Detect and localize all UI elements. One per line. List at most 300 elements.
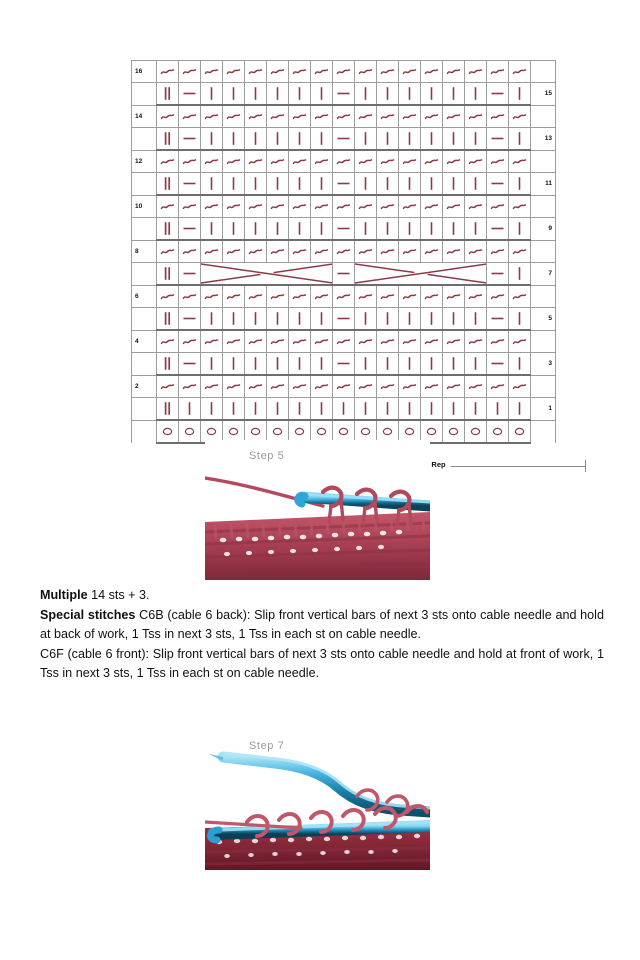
cell-symbol [355, 286, 376, 307]
cell-symbol [421, 353, 442, 374]
cell-return-pass [355, 375, 377, 398]
cell-edge-double-bar [157, 173, 179, 196]
cell-symbol [157, 196, 178, 217]
cell-tss-bar [465, 128, 487, 151]
cell-return-pass [377, 375, 399, 398]
cell-return-pass [289, 375, 311, 398]
row-number-right: 9 [531, 218, 556, 241]
cell-c6b [311, 263, 333, 286]
chart-row [132, 285, 556, 308]
row-number-right: 13 [531, 128, 556, 151]
cell-symbol [355, 196, 376, 217]
cell-symbol [509, 61, 530, 82]
cell-return-pass [333, 375, 355, 398]
cell-tss-bar [443, 173, 465, 196]
cell-tss-bar [311, 128, 333, 151]
cell-symbol [421, 331, 442, 352]
cell-return-pass [157, 375, 179, 398]
chart-row [132, 240, 556, 263]
cell-foundation-chain [509, 420, 531, 443]
cell-tss-bar [223, 308, 245, 331]
cell-return-pass [245, 150, 267, 173]
cell-symbol [465, 308, 486, 329]
cell-symbol [201, 173, 222, 194]
cell-return-pass [267, 195, 289, 218]
step-5-illustration [205, 440, 430, 580]
cell-symbol [377, 421, 398, 442]
cell-symbol [487, 286, 508, 307]
cable-segment [377, 263, 399, 284]
cable-segment [267, 263, 289, 284]
cell-return-pass [377, 61, 399, 83]
cell-symbol [223, 128, 244, 149]
cell-return-pass [509, 240, 531, 263]
cell-symbol [377, 353, 398, 374]
cell-symbol [311, 353, 332, 374]
cell-return-pass [421, 330, 443, 353]
cell-symbol [267, 218, 288, 239]
cell-symbol [465, 106, 486, 127]
cable-segment [311, 263, 333, 284]
cell-return-pass [311, 105, 333, 128]
cell-symbol [465, 398, 486, 419]
cell-return-pass [289, 330, 311, 353]
cell-return-pass [487, 285, 509, 308]
cell-tss-bar [377, 173, 399, 196]
cell-return-pass [443, 330, 465, 353]
cell-tss-bar [509, 173, 531, 196]
cell-symbol [223, 376, 244, 397]
cell-return-pass [333, 195, 355, 218]
cell-return-pass [487, 150, 509, 173]
cell-symbol [223, 151, 244, 172]
cell-symbol [509, 173, 530, 194]
cell-tss-bar [201, 83, 223, 106]
cell-symbol [355, 151, 376, 172]
cell-symbol [509, 83, 530, 104]
cell-symbol [487, 106, 508, 127]
cell-return-pass [421, 375, 443, 398]
cell-return-pass [465, 375, 487, 398]
cell-symbol [333, 61, 354, 82]
cell-symbol [179, 286, 200, 307]
cell-trs-dash [333, 83, 355, 106]
cell-return-pass [465, 61, 487, 83]
cell-symbol [509, 353, 530, 374]
cell-symbol [509, 308, 530, 329]
cell-symbol [223, 106, 244, 127]
cell-symbol [289, 331, 310, 352]
cell-symbol [487, 398, 508, 419]
cell-return-pass [399, 375, 421, 398]
cell-tss-bar [355, 353, 377, 376]
cell-symbol [201, 421, 222, 442]
cell-symbol [355, 61, 376, 82]
cell-symbol [355, 331, 376, 352]
cell-return-pass [267, 330, 289, 353]
cell-tss-bar [311, 83, 333, 106]
cell-tss-bar [223, 353, 245, 376]
cell-symbol [179, 376, 200, 397]
cell-foundation-chain [179, 420, 201, 443]
cell-symbol [399, 308, 420, 329]
cell-symbol [267, 421, 288, 442]
cell-symbol [223, 196, 244, 217]
cell-tss-bar [311, 308, 333, 331]
cell-tss-bar [443, 83, 465, 106]
cell-symbol [245, 128, 266, 149]
cell-symbol [333, 241, 354, 262]
cell-return-pass [487, 375, 509, 398]
cell-symbol [157, 353, 178, 374]
cell-return-pass [399, 105, 421, 128]
cell-return-pass [179, 105, 201, 128]
cell-return-pass [289, 61, 311, 83]
row-number-left-empty [132, 173, 157, 196]
row-number-right-empty [531, 420, 556, 443]
cell-symbol [289, 196, 310, 217]
cell-return-pass [267, 61, 289, 83]
cell-return-pass [509, 375, 531, 398]
cell-return-pass [245, 61, 267, 83]
cell-symbol [245, 218, 266, 239]
chart-grid [131, 60, 556, 444]
cell-return-pass [157, 105, 179, 128]
cell-symbol [289, 308, 310, 329]
cell-symbol [421, 173, 442, 194]
cell-symbol [465, 151, 486, 172]
cell-symbol [311, 376, 332, 397]
cell-tss-bar [377, 218, 399, 241]
cell-symbol [179, 83, 200, 104]
cell-symbol [157, 398, 178, 419]
cell-symbol [201, 218, 222, 239]
cell-symbol [399, 421, 420, 442]
cell-symbol [377, 83, 398, 104]
cell-symbol [443, 398, 464, 419]
cell-tss-bar [201, 398, 223, 421]
cell-symbol [311, 173, 332, 194]
cell-symbol [289, 128, 310, 149]
cell-return-pass [223, 375, 245, 398]
cell-symbol [399, 173, 420, 194]
cell-return-pass [443, 105, 465, 128]
cell-symbol [443, 196, 464, 217]
cell-symbol [179, 61, 200, 82]
cell-trs-dash [333, 308, 355, 331]
cell-tss-bar [465, 353, 487, 376]
cell-return-pass [465, 285, 487, 308]
cell-symbol [223, 83, 244, 104]
cell-symbol [311, 106, 332, 127]
cell-return-pass [179, 240, 201, 263]
cell-symbol [201, 331, 222, 352]
cable-segment [289, 263, 311, 284]
cell-trs-dash [179, 83, 201, 106]
cell-edge-double-bar [157, 398, 179, 421]
cell-symbol [311, 421, 332, 442]
cell-return-pass [333, 105, 355, 128]
cell-tss-bar [377, 128, 399, 151]
cell-symbol [311, 241, 332, 262]
cell-symbol [157, 421, 178, 442]
tunisian-crochet-step-5-photo [205, 440, 430, 580]
row-number-left-empty [132, 398, 157, 421]
cell-symbol [399, 286, 420, 307]
row-number-right-empty [531, 375, 556, 398]
cell-symbol [465, 353, 486, 374]
cell-return-pass [267, 240, 289, 263]
cell-symbol [443, 353, 464, 374]
cell-tss-bar [509, 353, 531, 376]
cell-symbol [487, 61, 508, 82]
cell-symbol [267, 196, 288, 217]
cell-return-pass [399, 195, 421, 218]
cell-tss-bar [509, 128, 531, 151]
cell-return-pass [179, 330, 201, 353]
cell-symbol [311, 308, 332, 329]
cell-return-pass [421, 105, 443, 128]
cell-symbol [179, 353, 200, 374]
cell-tss-bar [509, 263, 531, 286]
cell-return-pass [377, 330, 399, 353]
cell-symbol [377, 376, 398, 397]
cell-return-pass [311, 61, 333, 83]
instructions-block [40, 586, 604, 684]
cell-return-pass [267, 285, 289, 308]
cell-return-pass [355, 240, 377, 263]
cell-symbol [487, 83, 508, 104]
cell-tss-bar [267, 218, 289, 241]
cell-return-pass [377, 285, 399, 308]
cell-return-pass [267, 150, 289, 173]
cell-tss-bar [267, 398, 289, 421]
cell-symbol [201, 398, 222, 419]
row-number-right: 1 [531, 398, 556, 421]
cell-symbol [487, 421, 508, 442]
cell-symbol [245, 331, 266, 352]
cell-symbol [487, 376, 508, 397]
repeat-bracket-right-tick [585, 460, 586, 472]
cable-segment [399, 263, 421, 284]
cell-return-pass [443, 285, 465, 308]
cell-symbol [487, 263, 508, 284]
cell-symbol [267, 398, 288, 419]
cell-return-pass [201, 330, 223, 353]
cell-symbol [223, 173, 244, 194]
cable-segment [201, 263, 223, 284]
cell-symbol [157, 173, 178, 194]
cell-tss-bar [289, 218, 311, 241]
cell-return-pass [289, 240, 311, 263]
cell-symbol [377, 106, 398, 127]
cell-tss-bar [267, 353, 289, 376]
cell-symbol [179, 106, 200, 127]
cell-symbol [311, 196, 332, 217]
multiple-label: Multiple [40, 588, 88, 602]
cell-return-pass [201, 105, 223, 128]
cell-symbol [509, 151, 530, 172]
cell-return-pass [333, 285, 355, 308]
cell-trs-dash [487, 218, 509, 241]
cell-symbol [201, 241, 222, 262]
cell-return-pass [311, 195, 333, 218]
cell-symbol [333, 376, 354, 397]
cell-symbol [333, 308, 354, 329]
cell-return-pass [465, 330, 487, 353]
cell-return-pass [201, 61, 223, 83]
cell-symbol [157, 83, 178, 104]
cell-symbol [289, 353, 310, 374]
cell-tss-bar [399, 398, 421, 421]
cell-symbol [179, 398, 200, 419]
cell-symbol [465, 286, 486, 307]
row-number-left-empty [132, 218, 157, 241]
row-number-left: 8 [132, 240, 157, 263]
cell-return-pass [201, 285, 223, 308]
cell-tss-bar [267, 308, 289, 331]
cell-tss-bar [399, 218, 421, 241]
cell-symbol [421, 106, 442, 127]
cell-symbol [443, 376, 464, 397]
cell-c6f [377, 263, 399, 286]
chart-row [132, 61, 556, 83]
cell-symbol [443, 151, 464, 172]
cell-symbol [399, 151, 420, 172]
cell-symbol [465, 128, 486, 149]
cable-segment [465, 263, 487, 284]
cell-tss-bar [399, 83, 421, 106]
cell-symbol [157, 61, 178, 82]
cell-c6b [267, 263, 289, 286]
cell-symbol [421, 83, 442, 104]
cell-symbol [443, 331, 464, 352]
row-number-left-empty [132, 308, 157, 331]
cell-return-pass [509, 285, 531, 308]
row-number-right: 15 [531, 83, 556, 106]
cell-symbol [289, 173, 310, 194]
cell-symbol [465, 218, 486, 239]
cell-foundation-chain [157, 420, 179, 443]
cell-symbol [333, 151, 354, 172]
cell-tss-bar [245, 308, 267, 331]
cell-symbol [377, 331, 398, 352]
cell-symbol [223, 218, 244, 239]
row-number-right: 11 [531, 173, 556, 196]
cell-symbol [355, 83, 376, 104]
cell-tss-bar [223, 398, 245, 421]
chart-row [132, 263, 556, 286]
cell-symbol [509, 128, 530, 149]
cell-symbol [333, 106, 354, 127]
cell-symbol [311, 331, 332, 352]
cell-return-pass [157, 240, 179, 263]
cell-symbol [509, 196, 530, 217]
cell-symbol [421, 218, 442, 239]
cell-return-pass [509, 105, 531, 128]
cell-symbol [509, 263, 530, 284]
cell-tss-bar [289, 83, 311, 106]
cell-symbol [377, 241, 398, 262]
cell-symbol [245, 376, 266, 397]
cell-symbol [377, 128, 398, 149]
cell-symbol [223, 308, 244, 329]
cell-return-pass [245, 285, 267, 308]
cell-symbol [201, 286, 222, 307]
cell-tss-bar [201, 308, 223, 331]
cell-symbol [333, 196, 354, 217]
cell-symbol [487, 218, 508, 239]
cell-return-pass [377, 195, 399, 218]
cell-symbol [465, 241, 486, 262]
cell-tss-bar [245, 218, 267, 241]
cell-symbol [377, 398, 398, 419]
row-number-left-empty [132, 420, 157, 443]
cell-symbol [487, 353, 508, 374]
cell-symbol [509, 421, 530, 442]
cell-symbol [311, 151, 332, 172]
cell-return-pass [355, 105, 377, 128]
cell-tss-bar [443, 353, 465, 376]
cell-symbol [311, 61, 332, 82]
cell-return-pass [289, 150, 311, 173]
cell-return-pass [179, 150, 201, 173]
cell-symbol [333, 218, 354, 239]
cell-tss-bar [311, 353, 333, 376]
cell-symbol [355, 376, 376, 397]
cell-symbol [421, 286, 442, 307]
cell-symbol [311, 286, 332, 307]
cell-tss-bar [399, 128, 421, 151]
cell-symbol [223, 421, 244, 442]
cell-symbol [465, 421, 486, 442]
row-number-right-empty [531, 105, 556, 128]
cell-tss-bar [509, 83, 531, 106]
cell-symbol [377, 218, 398, 239]
cell-trs-dash [487, 353, 509, 376]
cell-c6f [465, 263, 487, 286]
chart-row [132, 195, 556, 218]
cell-tss-bar [355, 308, 377, 331]
cable-segment [421, 263, 443, 284]
cell-symbol [399, 218, 420, 239]
cell-return-pass [267, 105, 289, 128]
cell-return-pass [465, 105, 487, 128]
cell-symbol [289, 421, 310, 442]
chart-row [132, 330, 556, 353]
cell-symbol [245, 421, 266, 442]
cell-tss-bar [289, 308, 311, 331]
cell-c6b [289, 263, 311, 286]
cell-tss-bar [377, 83, 399, 106]
cell-symbol [157, 218, 178, 239]
cell-symbol [179, 263, 200, 284]
cell-return-pass [201, 195, 223, 218]
cell-tss-bar [443, 218, 465, 241]
row-number-left: 16 [132, 61, 157, 83]
cell-tss-bar [201, 128, 223, 151]
cell-symbol [267, 61, 288, 82]
cell-symbol [487, 241, 508, 262]
cell-symbol [245, 106, 266, 127]
cell-tss-bar [377, 308, 399, 331]
cell-return-pass [487, 61, 509, 83]
cell-symbol [465, 61, 486, 82]
row-number-left: 14 [132, 105, 157, 128]
cell-symbol [157, 263, 178, 284]
cell-foundation-chain [443, 420, 465, 443]
cell-symbol [443, 128, 464, 149]
